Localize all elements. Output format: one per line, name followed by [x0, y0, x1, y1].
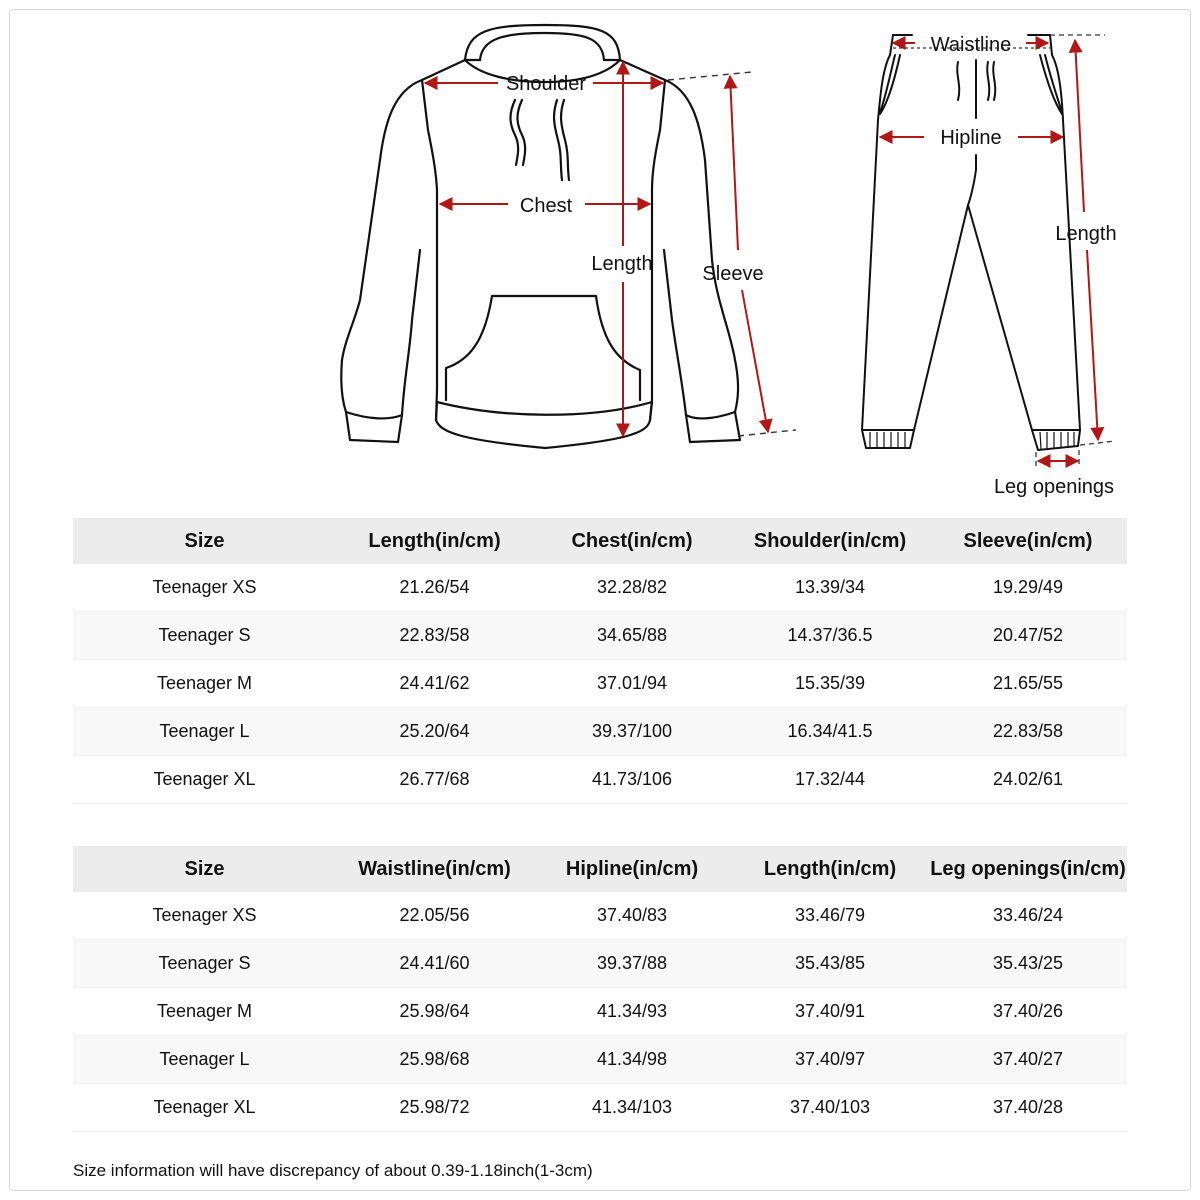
cell-length: 24.41/62	[336, 660, 533, 708]
header-hipline: Hipline(in/cm)	[533, 846, 731, 892]
table-row	[73, 660, 1127, 708]
cell-length: 35.43/85	[731, 940, 929, 988]
cell-sleeve: 19.29/49	[929, 564, 1127, 612]
pants-guide-lines	[893, 35, 1115, 468]
cell-size: Teenager XS	[73, 564, 336, 612]
cell-hipline: 41.34/93	[533, 988, 731, 1036]
label-sleeve: Sleeve	[702, 263, 764, 285]
header-sleeve: Sleeve(in/cm)	[929, 518, 1127, 564]
table-header-row	[73, 518, 1127, 564]
cell-size: Teenager L	[73, 1036, 336, 1084]
header-length: Length(in/cm)	[336, 518, 533, 564]
cell-size: Teenager XL	[73, 1084, 336, 1132]
cell-waistline: 24.41/60	[336, 940, 533, 988]
table-row	[73, 892, 1127, 940]
cell-leg-openings: 37.40/26	[929, 988, 1127, 1036]
cell-sleeve: 22.83/58	[929, 708, 1127, 756]
cell-size: Teenager M	[73, 660, 336, 708]
cell-size: Teenager M	[73, 988, 336, 1036]
table-row	[73, 612, 1127, 660]
cell-shoulder: 14.37/36.5	[731, 612, 929, 660]
cell-chest: 34.65/88	[533, 612, 731, 660]
header-shoulder: Shoulder(in/cm)	[731, 518, 929, 564]
cell-shoulder: 17.32/44	[731, 756, 929, 804]
table-row	[73, 708, 1127, 756]
label-shoulder: Shoulder	[505, 73, 587, 95]
cell-leg-openings: 37.40/27	[929, 1036, 1127, 1084]
cell-length: 21.26/54	[336, 564, 533, 612]
header-size: Size	[73, 846, 336, 892]
header-leg-openings: Leg openings(in/cm)	[929, 846, 1127, 892]
cell-hipline: 41.34/103	[533, 1084, 731, 1132]
cell-waistline: 25.98/64	[336, 988, 533, 1036]
cell-chest: 39.37/100	[533, 708, 731, 756]
cell-leg-openings: 35.43/25	[929, 940, 1127, 988]
label-hipline: Hipline	[940, 127, 1002, 149]
cell-size: Teenager XS	[73, 892, 336, 940]
header-chest: Chest(in/cm)	[533, 518, 731, 564]
cell-leg-openings: 37.40/28	[929, 1084, 1127, 1132]
table-row	[73, 1036, 1127, 1084]
header-length: Length(in/cm)	[731, 846, 929, 892]
label-length: Length	[591, 253, 653, 275]
cell-hipline: 39.37/88	[533, 940, 731, 988]
pants-size-table	[73, 846, 1127, 1132]
cell-length: 37.40/91	[731, 988, 929, 1036]
cell-length: 22.83/58	[336, 612, 533, 660]
cell-size: Teenager L	[73, 708, 336, 756]
cell-length: 25.20/64	[336, 708, 533, 756]
cell-waistline: 22.05/56	[336, 892, 533, 940]
cell-size: Teenager XL	[73, 756, 336, 804]
cell-sleeve: 20.47/52	[929, 612, 1127, 660]
cell-length: 26.77/68	[336, 756, 533, 804]
cell-chest: 37.01/94	[533, 660, 731, 708]
cell-hipline: 41.34/98	[533, 1036, 731, 1084]
label-pants-length: Length	[1055, 223, 1117, 245]
hoodie-measurements	[425, 62, 768, 436]
table-header-row	[73, 846, 1127, 892]
pants-cuff-ribbing	[870, 432, 1074, 449]
header-size: Size	[73, 518, 336, 564]
cell-leg-openings: 33.46/24	[929, 892, 1127, 940]
cell-waistline: 25.98/72	[336, 1084, 533, 1132]
header-waistline: Waistline(in/cm)	[336, 846, 533, 892]
pants-measurements	[880, 40, 1098, 461]
cell-hipline: 37.40/83	[533, 892, 731, 940]
cell-size: Teenager S	[73, 612, 336, 660]
cell-sleeve: 21.65/55	[929, 660, 1127, 708]
table-row	[73, 988, 1127, 1036]
garment-diagram	[0, 0, 1200, 510]
table-row	[73, 564, 1127, 612]
cell-chest: 41.73/106	[533, 756, 731, 804]
cell-waistline: 25.98/68	[336, 1036, 533, 1084]
label-leg-openings: Leg openings	[993, 476, 1115, 498]
size-discrepancy-note: Size information will have discrepancy of about 0.39-1.18inch(1-3cm)	[73, 1161, 593, 1180]
table-row	[73, 1084, 1127, 1132]
label-chest: Chest	[519, 195, 573, 217]
cell-length: 33.46/79	[731, 892, 929, 940]
table-row	[73, 940, 1127, 988]
cell-sleeve: 24.02/61	[929, 756, 1127, 804]
table-row	[73, 756, 1127, 804]
cell-size: Teenager S	[73, 940, 336, 988]
cell-shoulder: 16.34/41.5	[731, 708, 929, 756]
label-waistline: Waistline	[930, 34, 1012, 56]
cell-chest: 32.28/82	[533, 564, 731, 612]
cell-length: 37.40/97	[731, 1036, 929, 1084]
cell-shoulder: 13.39/34	[731, 564, 929, 612]
cell-shoulder: 15.35/39	[731, 660, 929, 708]
hoodie-size-table	[73, 518, 1127, 804]
pants-illustration	[862, 35, 1080, 450]
cell-length: 37.40/103	[731, 1084, 929, 1132]
